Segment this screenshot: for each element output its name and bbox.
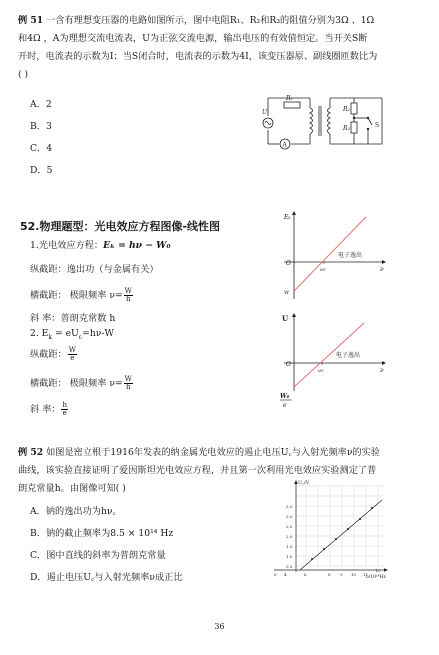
sec52-p1-intercept-x (30, 288, 134, 303)
option-text: 遏止电压U꜀与入射光频率ν成正比 (46, 572, 183, 583)
p1-frac-num: W (124, 287, 132, 295)
p2-y-num: W (68, 346, 76, 354)
g3-ytick-7: 3.5 (286, 504, 293, 509)
ex51-option-b[interactable] (30, 118, 52, 132)
label-r1: R₁ (286, 95, 293, 102)
option-key: C． (30, 550, 47, 561)
sec52-p2-slope (30, 402, 69, 417)
label-r3: R₃ (343, 125, 350, 132)
p2-intercept-x-text: 横截距： 极限频率 ν= (30, 378, 123, 389)
p2-s-den: e (62, 409, 67, 417)
option-text: 5 (46, 165, 53, 176)
g3-xtick-8: 8 (328, 572, 331, 577)
ex52-label: 例 52 (18, 447, 44, 458)
ex51-line1: 一含有理想变压器的电路如图所示，图中电阻R₁、R₂和R₃的阻值分别为3Ω 、1Ω (46, 15, 375, 26)
label-switch: S (375, 122, 380, 129)
g3-xtick-10: 10 (351, 572, 357, 577)
ex52-option-d[interactable] (30, 569, 183, 583)
g2-xlabel: ν (380, 367, 384, 374)
g2-origin: O (286, 361, 291, 368)
p2-prefix: 2. E (30, 328, 49, 339)
millikan-uc-frequency-graph (266, 478, 392, 580)
g1-wlabel: W (284, 290, 290, 296)
option-text: 钠的截止频率为8.5 × 10¹⁴ Hz (45, 528, 174, 539)
p1-frac-den: h (125, 295, 131, 303)
g1-note: 电子逸出 (338, 252, 363, 259)
g3-ylabel: U꜀/V (298, 480, 310, 486)
section-52-title: 52.物理题型：光电效应方程图像-线性图 (20, 220, 221, 233)
ek-vs-frequency-graph (280, 207, 390, 302)
ex52-line3: 朗克常量h。由图像可知( ) (18, 483, 126, 494)
g2-note: 电子逸出 (336, 352, 361, 359)
p1-eq: Eₖ = hν − W₀ (103, 240, 171, 251)
label-u: U (262, 109, 268, 116)
ex51-question (18, 14, 428, 81)
ex51-option-d[interactable] (30, 162, 52, 176)
g3-xtick-0: 0 (274, 572, 277, 577)
option-key: B． (30, 528, 46, 539)
ex52-line2: 曲线，该实验直接证明了爱因斯坦光电效应方程，并且第一次利用光电效应实验测定了普 (18, 465, 377, 476)
option-text: 3 (45, 121, 52, 132)
p2-intercept-y-text: 纵截距： (30, 349, 67, 360)
option-text: 图中直线的斜率为普朗克常量 (46, 550, 166, 561)
p1-prefix: 1.光电效应方程： (30, 240, 104, 251)
u-vs-frequency-graph (280, 309, 390, 409)
sec52-p2-equation (30, 327, 114, 344)
option-text: 2 (45, 99, 52, 110)
sec52-p2-intercept-y (30, 347, 78, 362)
g3-xtick-12: 12 (375, 568, 381, 573)
option-key: D． (30, 165, 47, 176)
g1-v0: νc (320, 267, 326, 273)
g3-xtick-11: 11 (363, 572, 369, 577)
label-r2: R₂ (343, 106, 350, 113)
g3-xtick-9: 9 (340, 572, 343, 577)
ex51-label: 例 51 (18, 15, 44, 26)
g2-w-den: e (283, 402, 287, 409)
p2-slope-text: 斜 率： (30, 404, 61, 415)
p2-sub2: c (78, 333, 83, 341)
p2-sub: k (48, 333, 53, 341)
transformer-circuit-diagram (262, 92, 392, 154)
label-ammeter: A (282, 141, 287, 149)
g1-ylabel: Eₖ (284, 214, 291, 221)
g3-xtick-6: 6 (304, 572, 307, 577)
g3-ytick-2: 1.0 (286, 554, 293, 559)
g2-w-num: W₀ (280, 393, 290, 400)
p2-rest: =hν-W (82, 328, 114, 339)
ex51-line3: 开时，电流表的示数为I；当S闭合时，电流表的示数为4I，该变压器原、副线圈匝数比为 (18, 51, 378, 62)
ex52-option-a[interactable] (30, 503, 116, 517)
option-key: D． (30, 572, 47, 583)
g3-ytick-4: 2.0 (286, 534, 293, 539)
g3-ytick-6: 3.0 (286, 514, 293, 519)
sec52-p2-intercept-x (30, 376, 134, 391)
g2-ylabel: U (282, 314, 289, 323)
g3-xtick-4: 4 (284, 572, 287, 577)
ex52-line1: 如图是密立根于1916年发表的纳金属光电效应的遏止电压U꜀与入射光频率ν的实验 (46, 447, 380, 458)
ex52-option-c[interactable] (30, 547, 166, 561)
g3-xlabel: ν/10¹⁴Hz (366, 575, 386, 580)
sec52-p1-slope: 斜 率：普朗克常数 h (30, 313, 116, 324)
ex51-option-c[interactable] (30, 140, 52, 154)
ex52-option-b[interactable] (30, 525, 173, 539)
sec52-p1-intercept-y: 纵截距：逸出功（与金属有关） (30, 264, 159, 275)
option-key: A． (30, 99, 46, 110)
g3-ytick-1: 0.5 (286, 564, 293, 569)
option-key: C． (30, 143, 47, 154)
g3-ytick-3: 1.5 (286, 544, 293, 549)
g1-origin: O (286, 260, 291, 267)
ex51-line2: 和4Ω ，A为理想交流电流表，U为正弦交流电源，输出电压的有效值恒定。当开关S断 (18, 33, 368, 44)
p2-mid: = eU (52, 328, 79, 339)
p2-s-num: h (62, 401, 67, 409)
option-text: 钠的逸出功为hν꜀ (45, 506, 116, 517)
ex51-bracket: ( ) (18, 69, 29, 80)
p2-y-den: e (70, 354, 75, 362)
p2-x-den: h (125, 383, 131, 391)
page-number: 36 (214, 622, 225, 631)
p2-x-num: W (124, 375, 132, 383)
g1-xlabel: ν (380, 266, 384, 273)
option-key: A． (30, 506, 46, 517)
p1-intercept-x-text: 横截距： 极限频率 ν= (30, 290, 123, 301)
g2-v0: νc (318, 368, 324, 374)
sec52-p1-equation (30, 239, 170, 252)
ex51-option-a[interactable] (30, 96, 52, 110)
g3-ytick-5: 2.5 (286, 524, 293, 529)
option-text: 4 (46, 143, 53, 154)
option-key: B． (30, 121, 46, 132)
